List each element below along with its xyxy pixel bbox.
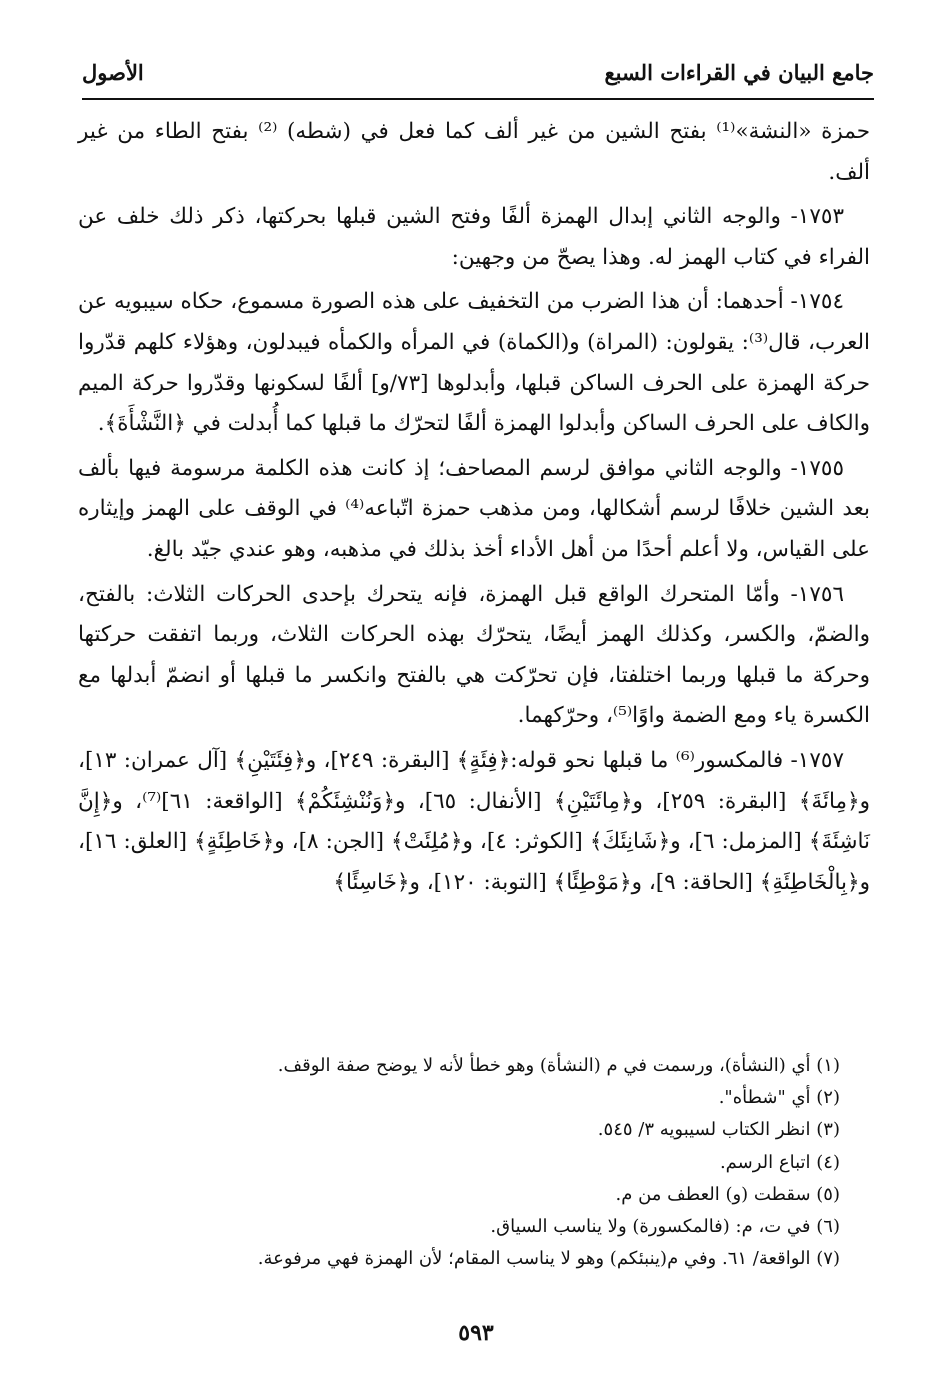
main-text: [78, 112, 870, 907]
footnote-5: (٥) سقطت (و) العطف من م.: [615, 1183, 840, 1205]
footnote-6: (٦) في ت، م: (فالمكسورة) ولا يناسب السياق.: [490, 1216, 840, 1238]
footnote-3: (٣) انظر الكتاب لسيبويه ٣/ ٥٤٥.: [597, 1119, 840, 1141]
paragraph-1757: ١٧٥٧- فالمكسور⁽⁶⁾ ما قبلها نحو قوله:﴿فِئَةٍ﴾ [البقرة: ٢٤٩]، و﴿فِئَتَيْنِ﴾ [آل عمران: ١٣]، و﴿مِائَةَ﴾ [البقرة: ٢٥٩]، و﴿مِائَتَيْنِ﴾ [الأنفال: ٦٥]، و﴿وَنُنْشِئَكُمْ﴾ [الواقعة: ٦١]⁽⁷⁾، و﴿إِنَّ نَاشِئَةَ﴾ [المزمل: ٦]، و﴿شَانِئَكَ﴾ [الكوثر: ٤]، و﴿مُلِئَتْ﴾ [الجن: ٨]، و﴿خَاطِئَةٍ﴾ [العلق: ١٦]، و﴿بِالْخَاطِئَةِ﴾ [الحاقة: ٩]، و﴿مَوْطِئًا﴾ [التوبة: ١٢٠]، و﴿خَاسِئًا﴾: [78, 747, 870, 895]
paragraph-1756: ١٧٥٦- وأمّا المتحرك الواقع قبل الهمزة، فإنه يتحرك بإحدى الحركات الثلاث: بالفتح، والضمّ، والكسر، وكذلك الهمز أيضًا، يتحرّك بهذه الحركات الثلاث، وربما اتفقت حركتها وحركة ما قبلها وربما اختلفتا، فإن تحرّكت هي بالفتح وانكسر ما قبلها أو انضمّ أبدلها مع الكسرة ياء ومع الضمة واوًا⁽⁵⁾، وحرّكهما.: [78, 581, 870, 729]
footnote-2: (٢) أي "شطأه".: [718, 1087, 840, 1109]
paragraph-1753: ١٧٥٣- والوجه الثاني إبدال الهمزة ألفًا وفتح الشين قبلها بحركتها، ذكر ذلك خلف عن الفراء في كتاب الهمز له. وهذا يصحّ من وجهين:: [78, 204, 870, 270]
section-title: الأصول: [82, 60, 144, 85]
paragraph-1755: ١٧٥٥- والوجه الثاني موافق لرسم المصاحف؛ إذ كانت هذه الكلمة مرسومة فيها بألف بعد الشين خلافًا لرسم أشكالها، ومن مذهب حمزة اتّباعه⁽⁴⁾ في الوقف على الهمز وإيثاره على القياس، ولا أعلم أحدًا من أهل الأداء أخذ بذلك في مذهبه، وهو عندي جيّد بالغ.: [78, 455, 871, 562]
book-title: جامع البيان في القراءات السبع: [604, 60, 874, 85]
footnotes: [110, 1050, 840, 1275]
footnote-7: (٧) الواقعة/ ٦١. وفي م(ينبئكم) وهو لا يناسب المقام؛ لأن الهمزة فهي مرفوعة.: [257, 1248, 840, 1270]
footnote-4: (٤) اتباع الرسم.: [719, 1151, 840, 1173]
paragraph-1754: ١٧٥٤- أحدهما: أن هذا الضرب من التخفيف على هذه الصورة مسموع، حكاه سيبويه عن العرب، قال⁽³⁾: يقولون: (المراة) و(الكماة) في المرأه والكمأه فيبدلون، وهؤلاء كلهم قدّروا حركة الهمزة على الحرف الساكن قبلها، وأبدلوها [٧٣/و] ألفًا لسكونها وقدّروا حركة الميم والكاف على الحرف الساكن وأبدلوا الهمزة ألفًا لتحرّك ما قبلها كما أُبدلت في ﴿النَّشْأَةَ﴾.: [78, 289, 870, 437]
page-number: ٥٩٣: [458, 1320, 494, 1346]
footnote-1: (١) أي (النشأة)، ورسمت في م (النشأة) وهو خطأ لأنه لا يوضح صفة الوقف.: [277, 1055, 840, 1076]
page-header: [82, 52, 874, 100]
paragraph-continuation: حمزة «النشة»⁽¹⁾ بفتح الشين من غير ألف كما فعل في (شطه) ⁽²⁾ بفتح الطاء من غير ألف.: [78, 119, 870, 185]
